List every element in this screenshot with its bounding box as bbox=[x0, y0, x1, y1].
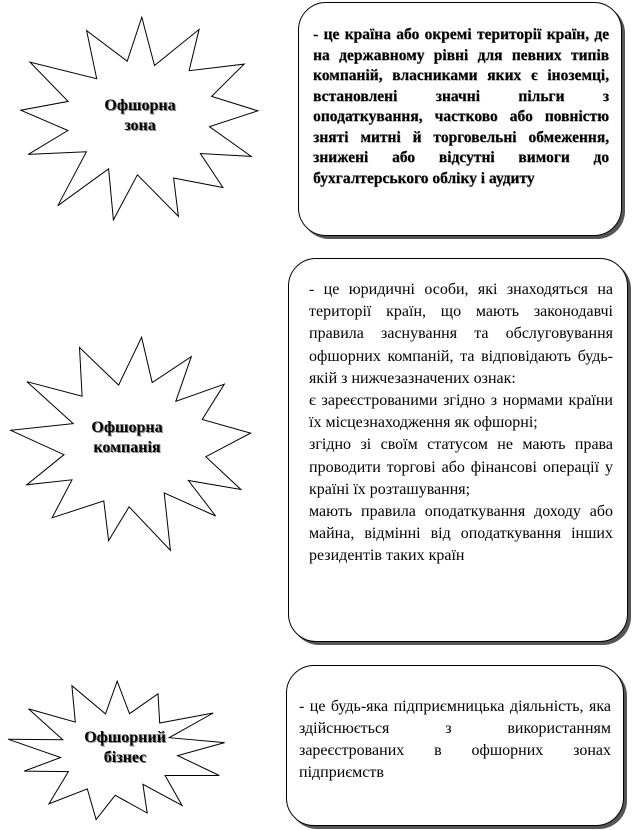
definition-text: - це країна або окремі території країн, де на державному рівні для певних типів компаній, власниками яких є іноземці, встановлені значні пільги з оподаткування, частково або повністю зняті митні й торговельні обмеження, знижені або відсутні вимоги до бухгалтерського обліку і аудиту bbox=[313, 26, 609, 187]
term-label-offshore-business bbox=[60, 728, 190, 768]
definition-criterion: мають правила оподаткування доходу або майна, відмінні від оподаткування інших резидентів таких країн bbox=[309, 503, 613, 565]
definition-criterion: є зареєстрованими згідно з нормами країни їх місцезнаходження як офшорні; bbox=[309, 392, 613, 432]
label-line: зона bbox=[124, 117, 156, 134]
label-line: Офшорна bbox=[104, 97, 176, 114]
definition-box-offshore-company bbox=[288, 258, 628, 642]
term-label-offshore-zone bbox=[80, 96, 200, 136]
label-line: бізнес bbox=[103, 749, 147, 766]
definition-box-offshore-business bbox=[286, 665, 624, 826]
term-label-offshore-company bbox=[62, 418, 192, 458]
label-line: компанія bbox=[93, 439, 161, 456]
label-line: Офшорна bbox=[91, 419, 163, 436]
definition-criterion: згідно зі своїм статусом не мають права проводити торгові або фінансові операції у країні їх розташування; bbox=[309, 436, 613, 498]
definition-text: - це юридичні особи, які знаходяться на території країн, що мають законодавчі правила заснування та обслуговування офшорних компаній, та відповідають будь-якій з нижчезазначених ознак: bbox=[309, 281, 613, 387]
definition-box-offshore-zone bbox=[298, 2, 622, 236]
label-line: Офшорний bbox=[84, 729, 166, 746]
definition-text: - це будь-яка підприємницька діяльність, яка здійснюється з використанням зареєстрованих в офшорних зонах підприємств bbox=[299, 698, 611, 781]
